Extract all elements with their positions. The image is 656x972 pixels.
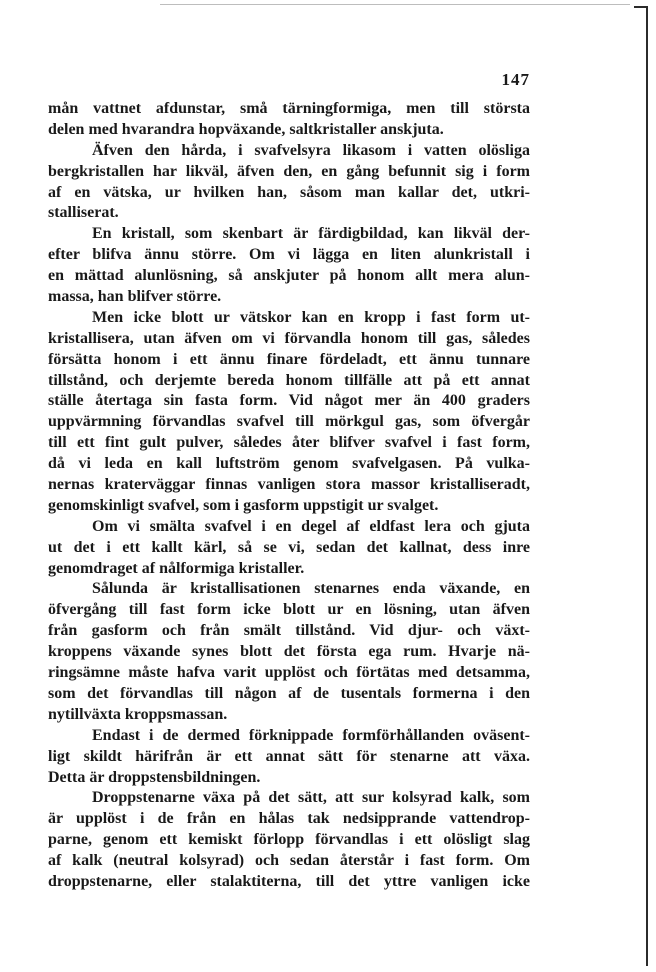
text-line: försätta honom i ett ännu finare fördeladt, ett ännu tunnare [48,350,530,368]
text-line: En kristall, som skenbart är färdigbildad, kan likväl der- [92,225,530,243]
text-line: droppstenarne, eller stalaktiterna, till det yttre vanligen icke [48,872,530,890]
text-line: bergkristallen har likväl, äfven den, en gång befunnit sig i form [48,162,530,180]
text-line: af en vätska, ur hvilken han, såsom man kallar det, utkri- [48,183,530,201]
text-line: öfvergång till fast form icke blott ur en lösning, utan äfven [48,601,530,619]
text-line: en mättad alunlösning, så anskjuter på honom allt mera alun- [48,267,530,285]
text-line: genomskinligt svafvel, som i gasform uppstigit ur svalget. [48,496,439,514]
text-line: stalliserat. [48,204,119,222]
text-line: ställe återtaga sin fasta form. Vid något mer än 400 graders [48,392,530,410]
text-line: till ett fint gult pulver, således åter blifver svafvel i fast form, [48,434,530,452]
text-line: ringsämne måste hafva varit upplöst och förtätas med detsamma, [48,664,530,682]
text-line: Men icke blott ur vätskor kan en kropp i fast form ut- [92,308,530,326]
text-line: Droppstenarne växa på det sätt, att sur kolsyrad kalk, som [92,789,530,807]
text-line: Sålunda är kristallisationen stenarnes enda växande, en [92,580,530,598]
text-line: Om vi smälta svafvel i en degel af eldfast lera och gjuta [92,517,530,535]
text-line: delen med hvarandra hopväxande, saltkristaller anskjuta. [48,120,444,138]
page-right-edge [646,6,648,966]
page-corner-mark [634,6,648,8]
text-line: då vi leda en kall luftström genom svafvelgasen. På vulka- [48,455,530,473]
text-line: som det förvandlas till någon af de tusentals formerna i den [48,684,530,702]
text-line: parne, genom ett kemiskt förlopp förvandlas i ett olösligt slag [48,831,530,849]
text-line: är upplöst i de från en hålas tak nedsipprande vattendrop- [48,810,530,828]
text-line: mån vattnet afdunstar, små tärningformiga, men till största [48,100,530,117]
text-line: uppvärmning förvandlas svafvel till mörkgul gas, som öfvergår [48,413,530,431]
text-line: genomdraget af nålformiga kristaller. [48,559,305,577]
text-line: Detta är droppstensbildningen. [48,768,261,786]
body-text [48,99,530,893]
text-line: kristallisera, utan äfven om vi förvandla honom till gas, således [48,329,530,347]
text-line: ut det i ett kallt kärl, så se vi, sedan det kallnat, dess inre [48,538,530,556]
text-line: från gasform och från smält tillstånd. Vid djur- och växt- [48,622,530,640]
page-number: 147 [501,70,530,89]
text-line: nernas kraterväggar finnas vanligen stora massor kristalliseradt, [48,476,530,494]
page-top-edge [160,4,630,5]
text-line: massa, han blifver större. [48,288,222,306]
text-line: tillstånd, och derjemte bereda honom tillfälle att på ett annat [48,371,530,389]
text-line: Äfven den hårda, i svafvelsyra likasom i vatten olösliga [92,141,530,159]
text-line: kroppens växande synes blott det första ega rum. Hvarje nä- [48,643,530,661]
text-line: af kalk (neutral kolsyrad) och sedan återstår i fast form. Om [48,852,530,870]
text-line: nytillväxta kroppsmassan. [48,705,228,723]
text-line: ligt skildt härifrån är ett annat sätt för stenarne att växa. [48,747,530,765]
text-line: efter blifva ännu större. Om vi lägga en liten alunkristall i [48,246,530,264]
text-line: Endast i de dermed förknippade formförhållanden oväsent- [92,726,530,744]
